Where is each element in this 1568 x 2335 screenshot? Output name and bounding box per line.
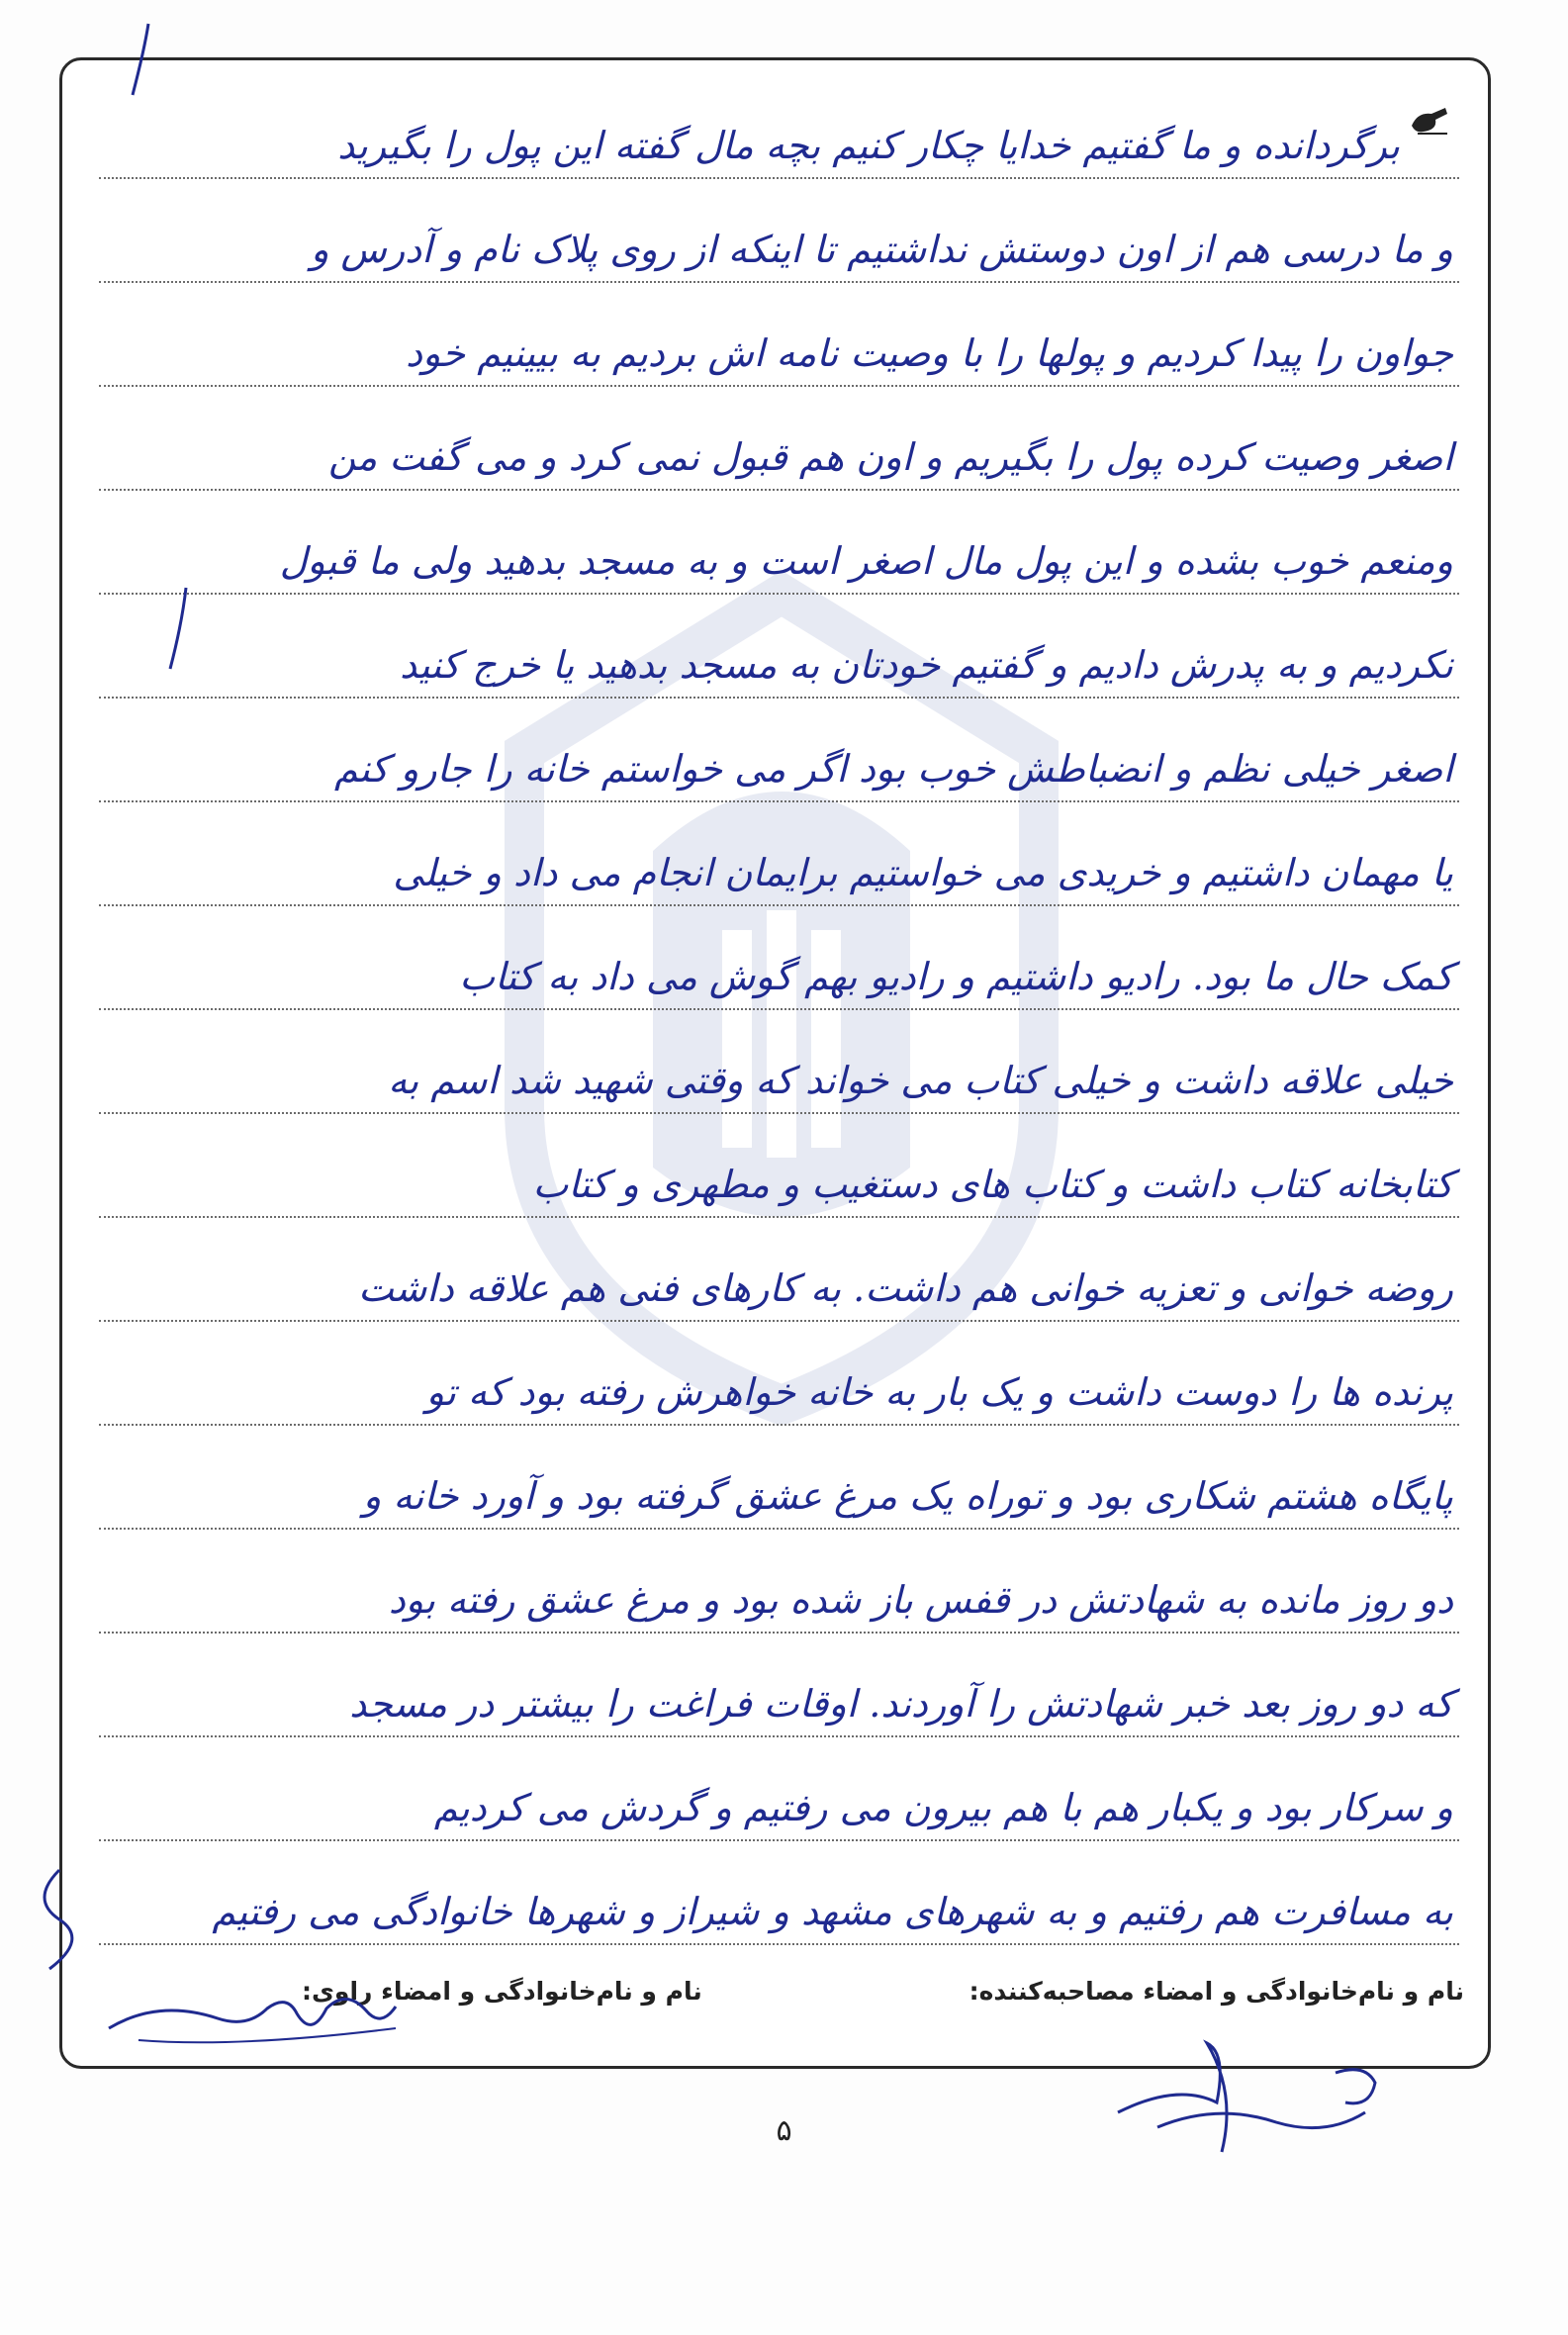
line-text: و سرکار بود و یکبار هم با هم بیرون می رفتیم و گردش می کردیم <box>433 1786 1453 1829</box>
line-text: نکردیم و به پدرش دادیم و گفتیم خودتان به مسجد بدهید یا خرج کنید <box>400 643 1453 687</box>
transcript-line <box>99 292 1459 387</box>
transcript-line <box>99 500 1459 595</box>
transcript-line <box>99 188 1459 283</box>
transcript-line <box>99 1435 1459 1530</box>
line-text: برگردانده و ما گفتیم خدایا چکار کنیم بچه مال گفته این پول را بگیرید <box>337 124 1400 167</box>
transcript-line <box>99 1331 1459 1426</box>
line-text: که دو روز بعد خبر شهادتش را آوردند. اوقات فراغت را بیشتر در مسجد <box>349 1682 1453 1726</box>
line-text: کمک حال ما بود. رادیو داشتیم و رادیو بهم گوش می داد به کتاب <box>459 955 1453 998</box>
line-text: جواون را پیدا کردیم و پولها را با وصیت نامه اش بردیم به بیینیم خود <box>406 331 1453 375</box>
narrator-signature <box>99 1979 415 2058</box>
line-text: خیلی علاقه داشت و خیلی کتاب می خواند که وقتی شهید شد اسم به <box>388 1059 1453 1102</box>
transcript-line <box>99 707 1459 802</box>
pen-stroke-mark <box>158 584 198 673</box>
pen-stroke-mark <box>119 20 158 99</box>
transcript-lines <box>99 84 1459 1964</box>
interviewer-signature-label: نام و نام‌خانوادگی و امضاء مصاحبه‌کننده: <box>968 1977 1464 2006</box>
narrator-signature-label: نام و نام‌خانوادگی و امضاء راوی: <box>302 1977 702 2006</box>
transcript-line <box>99 1746 1459 1841</box>
transcript-line <box>99 1642 1459 1737</box>
transcript-line <box>99 1850 1459 1945</box>
transcript-line <box>99 84 1459 179</box>
transcript-line <box>99 1227 1459 1322</box>
page-number: ۵ <box>776 2113 792 2148</box>
line-text: به مسافرت هم رفتیم و به شهرهای مشهد و شیراز و شهرها خانوادگی می رفتیم <box>212 1890 1453 1933</box>
line-text: یا مهمان داشتیم و خریدی می خواستیم برایمان انجام می داد و خیلی <box>393 851 1453 894</box>
transcript-line <box>99 1539 1459 1634</box>
line-text: پایگاه هشتم شکاری بود و توراه یک مرغ عشق گرفته بود و آورد خانه و <box>363 1474 1453 1518</box>
transcript-line <box>99 1019 1459 1114</box>
transcript-line <box>99 811 1459 906</box>
writing-hand-icon <box>1408 104 1451 138</box>
transcript-line <box>99 396 1459 491</box>
transcript-line <box>99 1123 1459 1218</box>
line-text: و ما درسی هم از اون دوستش نداشتیم تا اینکه از روی پلاک نام و آدرس و <box>311 228 1453 271</box>
line-text: دو روز مانده به شهادتش در قفس باز شده بود و مرغ عشق رفته بود <box>388 1578 1453 1622</box>
line-text: اصغر وصیت کرده پول را بگیریم و اون هم قبول نمی کرد و می گفت من <box>327 435 1453 479</box>
line-text: ومنعم خوب بشده و این پول مال اصغر است و به مسجد بدهید ولی ما قبول <box>279 539 1453 583</box>
line-text: پرنده ها را دوست داشت و یک بار به خانه خواهرش رفته بود که تو <box>425 1370 1453 1414</box>
line-text: روضه خوانی و تعزیه خوانی هم داشت. به کارهای فنی هم علاقه داشت <box>358 1266 1453 1310</box>
line-text: کتابخانه کتاب داشت و کتاب های دستغیب و مطهری و کتاب <box>532 1163 1453 1206</box>
line-text: اصغر خیلی نظم و انضباطش خوب بود اگر می خواستم خانه را جارو کنم <box>333 747 1453 791</box>
transcript-line <box>99 604 1459 699</box>
pen-stroke-mark <box>20 1860 99 1979</box>
transcript-line <box>99 915 1459 1010</box>
